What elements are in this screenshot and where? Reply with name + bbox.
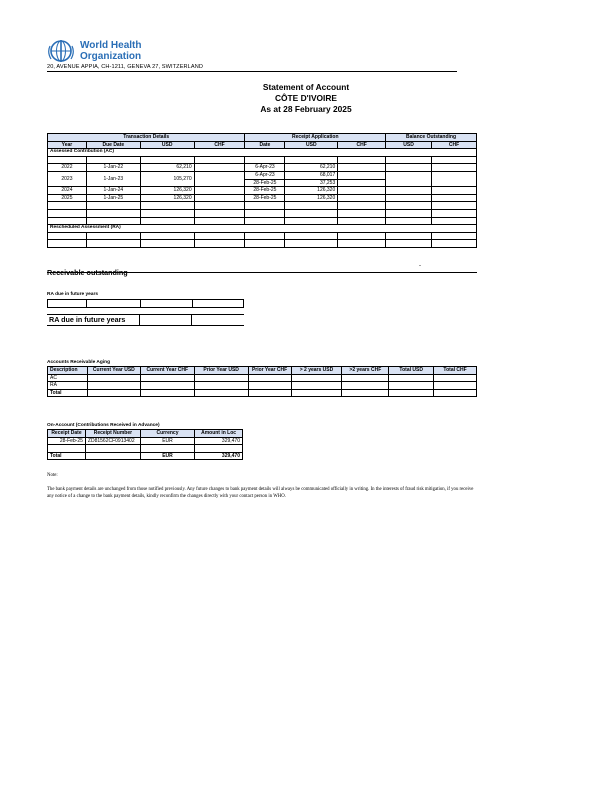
group-header-row: [48, 134, 477, 142]
table-row: [48, 171, 477, 179]
receivable-value: -: [419, 263, 421, 269]
oa-col-currency: Currency: [140, 430, 194, 438]
who-logo: [47, 38, 187, 64]
receivable-row: [47, 262, 477, 277]
row-receipt-usd: 37,253: [285, 179, 338, 187]
row-usd: 105,270: [140, 171, 194, 186]
table-row: [48, 374, 477, 382]
row-receipt-date: 6-Apr-23: [245, 164, 285, 172]
row-due-date: 1-Jan-23: [86, 171, 140, 186]
aging-row-label: Total: [48, 389, 88, 397]
group-receipt-application: Receipt Application: [245, 134, 386, 142]
row-receipt-usd: 126,320: [285, 194, 338, 202]
oa-col-receipt-number: Receipt Number: [85, 430, 140, 438]
section-ac-row: [48, 149, 477, 157]
col-balance-chf: CHF: [432, 141, 477, 149]
row-receipt-date: 28-Feb-25: [245, 179, 285, 187]
org-address: 20, AVENUE APPIA, CH-1211, GENEVA 27, SWITZERLAND: [47, 64, 457, 72]
row-receipt-date: 28-Feb-25: [245, 194, 285, 202]
as-at-date: As at 28 February 2025: [260, 104, 352, 114]
section-ra-row: [48, 225, 477, 233]
aging-col-current-chf: Current Year CHF: [140, 367, 194, 375]
col-year: Year: [48, 141, 87, 149]
on-account-table: [47, 429, 243, 460]
on-account-header-row: [48, 430, 243, 438]
note-label: Note:: [47, 473, 58, 478]
table-row: [48, 382, 477, 390]
aging-row-label: RA: [48, 382, 88, 390]
table-row: [48, 240, 477, 248]
table-row: [48, 389, 477, 397]
on-account-total-row: [48, 452, 243, 460]
aging-title: Accounts Receivable Aging: [47, 360, 110, 365]
table-row: [48, 209, 477, 217]
group-transaction-details: Transaction Details: [48, 134, 245, 142]
row-receipt-date: 28-Feb-25: [245, 187, 285, 195]
section-ra-label: Rescheduled Assessment (RA): [48, 225, 477, 233]
table-row: [48, 164, 477, 172]
on-account-title: On-Account (Contributions Received in Advance): [47, 423, 160, 428]
table-row: [47, 315, 244, 326]
country-name: CÔTE D'IVOIRE: [274, 93, 338, 103]
org-name-line2: Organization: [80, 51, 142, 62]
row-usd: 126,320: [140, 187, 194, 195]
col-usd: USD: [140, 141, 194, 149]
org-name: [80, 40, 141, 62]
col-due-date: Due Date: [86, 141, 140, 149]
ra-future-table: [47, 299, 244, 308]
oa-receipt-number: ZD81562CF0913402: [85, 437, 140, 445]
statement-table: [47, 133, 477, 248]
table-row: [48, 445, 243, 453]
row-year: 2024: [48, 187, 87, 195]
col-balance-usd: USD: [386, 141, 432, 149]
row-due-date: 1-Jan-25: [86, 194, 140, 202]
aging-col-prior-chf: Prior Year CHF: [248, 367, 291, 375]
col-receipt-usd: USD: [285, 141, 338, 149]
row-due-date: 1-Jan-22: [86, 164, 140, 172]
oa-total-label: Total: [48, 452, 86, 460]
ra-future-big-label: RA due in future years: [47, 315, 139, 326]
oa-col-amount: Amount in Loc: [195, 430, 243, 438]
row-usd: 126,320: [140, 194, 194, 202]
column-header-row: [48, 141, 477, 149]
row-due-date: 1-Jan-24: [86, 187, 140, 195]
oa-amount: 329,470: [195, 437, 243, 445]
ra-future-total-table: [47, 314, 244, 326]
aging-col-description: Description: [48, 367, 88, 375]
table-row: [48, 217, 477, 225]
group-balance-outstanding: Balance Outstanding: [386, 134, 477, 142]
aging-col-2y-usd: > 2 years USD: [291, 367, 342, 375]
row-receipt-usd: 68,017: [285, 171, 338, 179]
table-row: [48, 187, 477, 195]
statement-title: Statement of Account: [262, 82, 350, 92]
oa-currency: EUR: [140, 437, 194, 445]
section-ac-label: Assessed Contribution (AC): [48, 149, 477, 157]
aging-col-total-usd: Total USD: [389, 367, 434, 375]
who-emblem-icon: [47, 38, 75, 64]
col-date: Date: [245, 141, 285, 149]
aging-col-total-chf: Total CHF: [434, 367, 477, 375]
aging-row-label: AC: [48, 374, 88, 382]
table-row: [48, 232, 477, 240]
table-row: [48, 202, 477, 210]
row-year: 2023: [48, 171, 87, 186]
aging-col-current-usd: Current Year USD: [87, 367, 140, 375]
row-year: 2025: [48, 194, 87, 202]
aging-header-row: [48, 367, 477, 375]
aging-col-prior-usd: Prior Year USD: [194, 367, 248, 375]
table-row: [48, 194, 477, 202]
aging-table: [47, 366, 477, 397]
oa-total-currency: EUR: [140, 452, 194, 460]
oa-receipt-date: 28-Feb-25: [48, 437, 86, 445]
oa-total-amount: 329,470: [195, 452, 243, 460]
receivable-label: Receivable outstanding: [47, 268, 128, 277]
table-row: [48, 156, 477, 164]
col-chf: CHF: [194, 141, 245, 149]
table-row: [48, 437, 243, 445]
ra-future-small-label: RA due in future years: [47, 292, 98, 297]
row-receipt-usd: 126,320: [285, 187, 338, 195]
row-receipt-date: 6-Apr-23: [245, 171, 285, 179]
table-row: [48, 300, 244, 308]
note-text: The bank payment details are unchanged from those notified previously. Any future changes to bank payment details will always be communicated officially in writing. In the interests of fraud risk mitigation, if you receive any notice of a change to the bank payment details, kindly reconfirm the changes directly with your contact person in WHO.: [47, 487, 474, 499]
row-usd: 62,210: [140, 164, 194, 172]
col-receipt-chf: CHF: [338, 141, 386, 149]
row-year: 2022: [48, 164, 87, 172]
org-name-line1: World Health: [80, 40, 142, 51]
row-receipt-usd: 62,210: [285, 164, 338, 172]
oa-col-receipt-date: Receipt Date: [48, 430, 86, 438]
aging-col-2y-chf: >2 years CHF: [342, 367, 389, 375]
